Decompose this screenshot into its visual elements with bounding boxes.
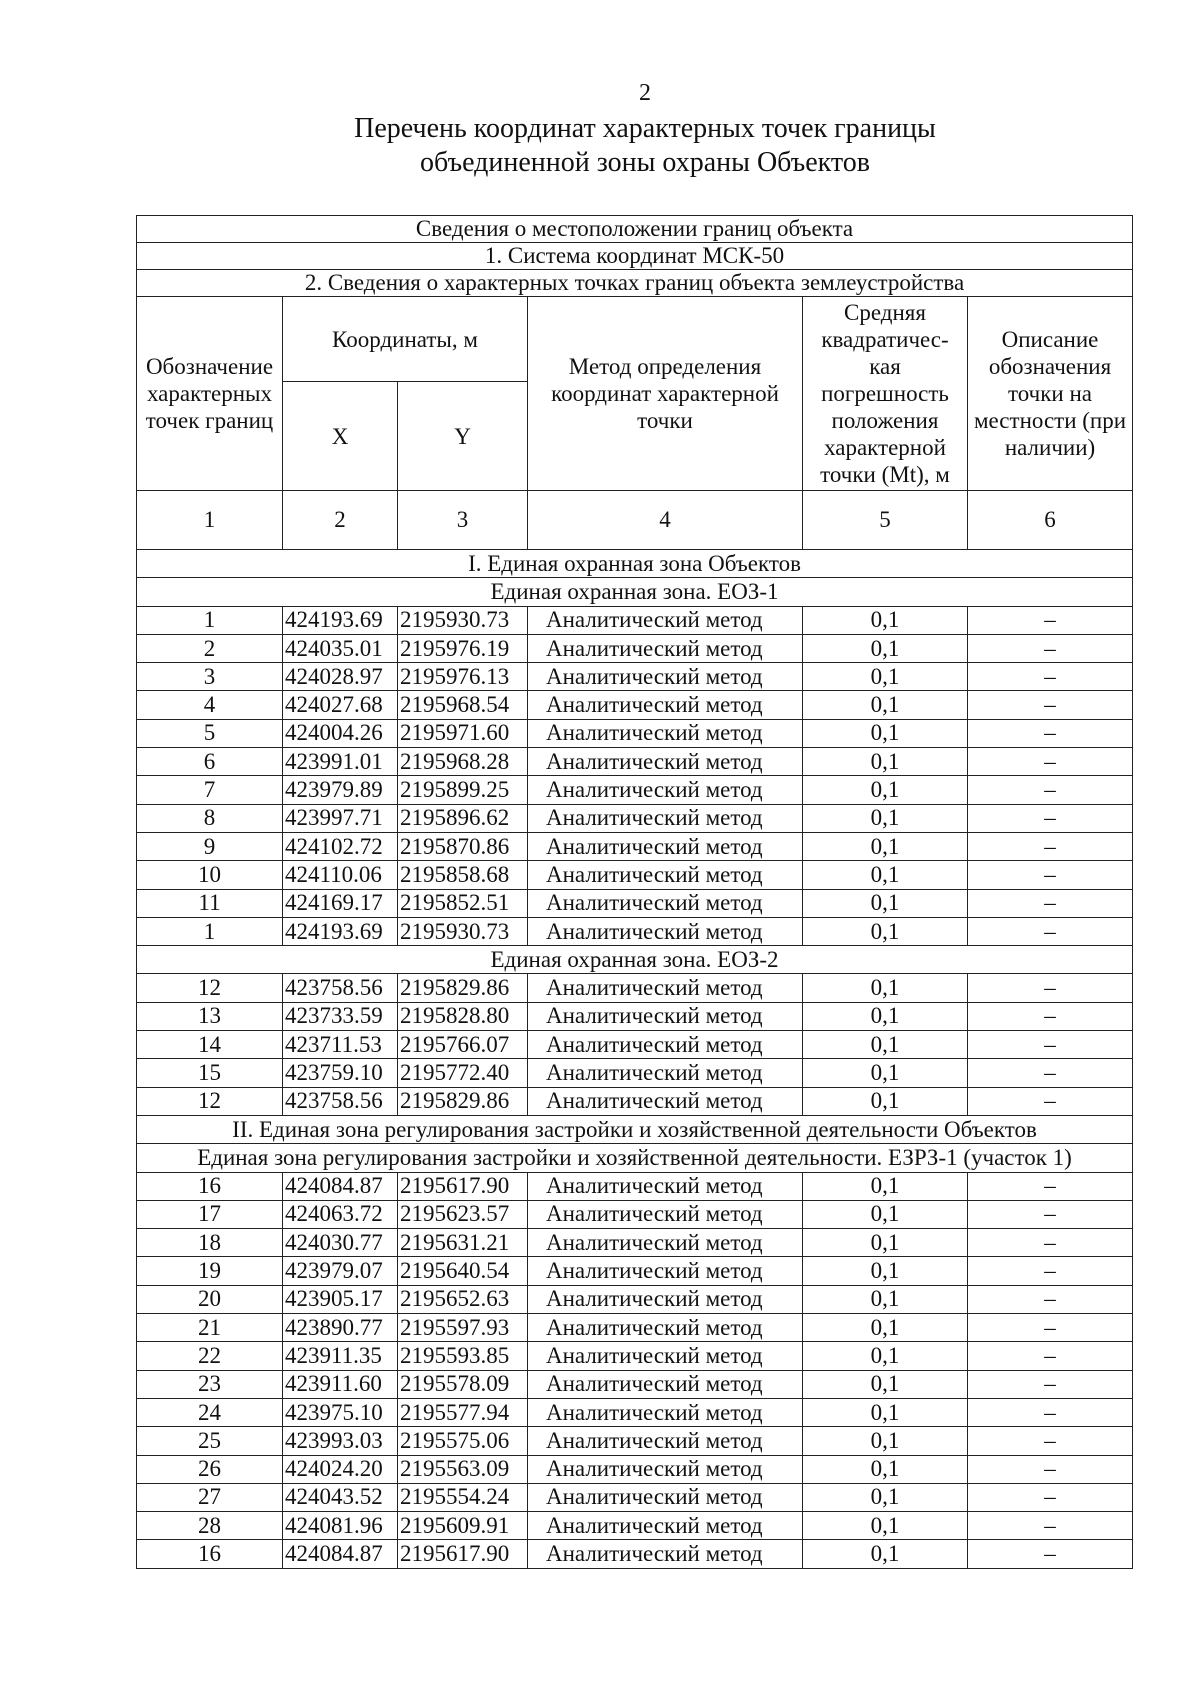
method-cell: Аналитический метод <box>528 663 803 691</box>
table-row <box>137 1059 1133 1087</box>
table-row <box>137 1540 1133 1568</box>
table-row <box>137 776 1133 804</box>
error-cell: 0,1 <box>803 1285 968 1313</box>
description-cell: – <box>968 1200 1133 1228</box>
error-cell: 0,1 <box>803 1342 968 1370</box>
point-number-cell: 3 <box>137 663 283 691</box>
subsection-title: Единая охранная зона. ЕОЗ-1 <box>137 578 1133 606</box>
point-number-cell: 20 <box>137 1285 283 1313</box>
table-row <box>137 1483 1133 1511</box>
x-coordinate-cell: 424102.72 <box>283 832 398 860</box>
column-number: 3 <box>398 491 528 550</box>
header-x: X <box>283 382 398 491</box>
method-cell: Аналитический метод <box>528 1172 803 1200</box>
table-row <box>137 1229 1133 1257</box>
error-cell: 0,1 <box>803 634 968 662</box>
subsection-row <box>137 578 1133 606</box>
x-coordinate-cell: 423905.17 <box>283 1285 398 1313</box>
error-cell: 0,1 <box>803 776 968 804</box>
table-row <box>137 719 1133 747</box>
table-row <box>137 1031 1133 1059</box>
x-coordinate-cell: 424063.72 <box>283 1200 398 1228</box>
method-cell: Аналитический метод <box>528 1455 803 1483</box>
description-cell: – <box>968 1229 1133 1257</box>
x-coordinate-cell: 423911.60 <box>283 1370 398 1398</box>
description-cell: – <box>968 804 1133 832</box>
table-row <box>137 861 1133 889</box>
method-cell: Аналитический метод <box>528 606 803 634</box>
header-description: Описание обозначения точки на местности (при наличии) <box>968 297 1133 491</box>
x-coordinate-cell: 424024.20 <box>283 1455 398 1483</box>
table-row <box>137 1342 1133 1370</box>
point-number-cell: 12 <box>137 974 283 1002</box>
x-coordinate-cell: 423758.56 <box>283 1087 398 1115</box>
description-cell: – <box>968 1031 1133 1059</box>
section-title: I. Единая охранная зона Объектов <box>137 550 1133 578</box>
table-row <box>137 1087 1133 1115</box>
point-number-cell: 2 <box>137 634 283 662</box>
description-cell: – <box>968 1172 1133 1200</box>
error-cell: 0,1 <box>803 1257 968 1285</box>
y-coordinate-cell: 2195554.24 <box>398 1483 528 1511</box>
description-cell: – <box>968 719 1133 747</box>
point-number-cell: 16 <box>137 1172 283 1200</box>
method-cell: Аналитический метод <box>528 1031 803 1059</box>
y-coordinate-cell: 2195575.06 <box>398 1427 528 1455</box>
header-error: Средняя квадратичес-кая погрешность положения характерной точки (Mt), м <box>803 297 968 491</box>
method-cell: Аналитический метод <box>528 748 803 776</box>
point-number-cell: 25 <box>137 1427 283 1455</box>
subsection-row <box>137 1144 1133 1172</box>
x-coordinate-cell: 423890.77 <box>283 1314 398 1342</box>
method-cell: Аналитический метод <box>528 832 803 860</box>
point-number-cell: 19 <box>137 1257 283 1285</box>
y-coordinate-cell: 2195852.51 <box>398 889 528 917</box>
method-cell: Аналитический метод <box>528 691 803 719</box>
method-cell: Аналитический метод <box>528 889 803 917</box>
point-number-cell: 9 <box>137 832 283 860</box>
error-cell: 0,1 <box>803 1002 968 1030</box>
x-coordinate-cell: 424110.06 <box>283 861 398 889</box>
method-cell: Аналитический метод <box>528 719 803 747</box>
method-cell: Аналитический метод <box>528 1285 803 1313</box>
method-cell: Аналитический метод <box>528 1483 803 1511</box>
point-number-cell: 16 <box>137 1540 283 1568</box>
point-number-cell: 4 <box>137 691 283 719</box>
method-cell: Аналитический метод <box>528 1200 803 1228</box>
error-cell: 0,1 <box>803 1059 968 1087</box>
table-row <box>137 889 1133 917</box>
error-cell: 0,1 <box>803 1455 968 1483</box>
error-cell: 0,1 <box>803 1427 968 1455</box>
point-number-cell: 14 <box>137 1031 283 1059</box>
description-cell: – <box>968 1483 1133 1511</box>
error-cell: 0,1 <box>803 1087 968 1115</box>
description-cell: – <box>968 1427 1133 1455</box>
y-coordinate-cell: 2195899.25 <box>398 776 528 804</box>
description-cell: – <box>968 1370 1133 1398</box>
method-cell: Аналитический метод <box>528 861 803 889</box>
description-cell: – <box>968 889 1133 917</box>
description-cell: – <box>968 861 1133 889</box>
error-cell: 0,1 <box>803 861 968 889</box>
table-row <box>137 1200 1133 1228</box>
method-cell: Аналитический метод <box>528 1257 803 1285</box>
point-number-cell: 22 <box>137 1342 283 1370</box>
page-number: 2 <box>639 80 651 106</box>
y-coordinate-cell: 2195766.07 <box>398 1031 528 1059</box>
error-cell: 0,1 <box>803 1540 968 1568</box>
error-cell: 0,1 <box>803 974 968 1002</box>
y-coordinate-cell: 2195578.09 <box>398 1370 528 1398</box>
column-number: 1 <box>137 491 283 550</box>
x-coordinate-cell: 424028.97 <box>283 663 398 691</box>
table-row <box>137 1370 1133 1398</box>
column-number: 2 <box>283 491 398 550</box>
description-cell: – <box>968 1512 1133 1540</box>
method-cell: Аналитический метод <box>528 917 803 945</box>
method-cell: Аналитический метод <box>528 1342 803 1370</box>
y-coordinate-cell: 2195858.68 <box>398 861 528 889</box>
x-coordinate-cell: 424081.96 <box>283 1512 398 1540</box>
point-number-cell: 1 <box>137 606 283 634</box>
point-number-cell: 7 <box>137 776 283 804</box>
description-cell: – <box>968 1540 1133 1568</box>
description-cell: – <box>968 1059 1133 1087</box>
x-coordinate-cell: 423997.71 <box>283 804 398 832</box>
header-method: Метод определения координат характерной точки <box>528 297 803 491</box>
point-number-cell: 10 <box>137 861 283 889</box>
coordinates-table <box>136 215 1133 1569</box>
method-cell: Аналитический метод <box>528 1370 803 1398</box>
x-coordinate-cell: 423975.10 <box>283 1398 398 1426</box>
y-coordinate-cell: 2195617.90 <box>398 1172 528 1200</box>
description-cell: – <box>968 1002 1133 1030</box>
method-cell: Аналитический метод <box>528 1427 803 1455</box>
method-cell: Аналитический метод <box>528 1002 803 1030</box>
header-location: Сведения о местоположении границ объекта <box>137 216 1133 243</box>
error-cell: 0,1 <box>803 889 968 917</box>
title-line-2: объединенной зоны охраны Объектов <box>420 147 870 178</box>
table-row <box>137 634 1133 662</box>
header-points-info: 2. Сведения о характерных точках границ объекта землеустройства <box>137 270 1133 297</box>
column-number: 5 <box>803 491 968 550</box>
error-cell: 0,1 <box>803 1229 968 1257</box>
x-coordinate-cell: 424030.77 <box>283 1229 398 1257</box>
y-coordinate-cell: 2195617.90 <box>398 1540 528 1568</box>
error-cell: 0,1 <box>803 804 968 832</box>
y-coordinate-cell: 2195631.21 <box>398 1229 528 1257</box>
table-row <box>137 1427 1133 1455</box>
table-row <box>137 1512 1133 1540</box>
point-number-cell: 13 <box>137 1002 283 1030</box>
table-row <box>137 1398 1133 1426</box>
point-number-cell: 8 <box>137 804 283 832</box>
description-cell: – <box>968 691 1133 719</box>
x-coordinate-cell: 423991.01 <box>283 748 398 776</box>
table-row <box>137 1455 1133 1483</box>
description-cell: – <box>968 663 1133 691</box>
column-number: 6 <box>968 491 1133 550</box>
method-cell: Аналитический метод <box>528 1059 803 1087</box>
y-coordinate-cell: 2195772.40 <box>398 1059 528 1087</box>
y-coordinate-cell: 2195623.57 <box>398 1200 528 1228</box>
y-coordinate-cell: 2195609.91 <box>398 1512 528 1540</box>
x-coordinate-cell: 424193.69 <box>283 606 398 634</box>
section-row <box>137 1115 1133 1143</box>
y-coordinate-cell: 2195896.62 <box>398 804 528 832</box>
point-number-cell: 26 <box>137 1455 283 1483</box>
y-coordinate-cell: 2195652.63 <box>398 1285 528 1313</box>
error-cell: 0,1 <box>803 1172 968 1200</box>
x-coordinate-cell: 424035.01 <box>283 634 398 662</box>
table-row <box>137 1285 1133 1313</box>
x-coordinate-cell: 424169.17 <box>283 889 398 917</box>
description-cell: – <box>968 832 1133 860</box>
point-number-cell: 17 <box>137 1200 283 1228</box>
y-coordinate-cell: 2195829.86 <box>398 974 528 1002</box>
table-row <box>137 917 1133 945</box>
description-cell: – <box>968 1087 1133 1115</box>
y-coordinate-cell: 2195930.73 <box>398 606 528 634</box>
point-number-cell: 18 <box>137 1229 283 1257</box>
x-coordinate-cell: 424027.68 <box>283 691 398 719</box>
y-coordinate-cell: 2195829.86 <box>398 1087 528 1115</box>
table-row <box>137 1002 1133 1030</box>
method-cell: Аналитический метод <box>528 1398 803 1426</box>
point-number-cell: 28 <box>137 1512 283 1540</box>
title-line-1: Перечень координат характерных точек границы <box>354 113 936 144</box>
method-cell: Аналитический метод <box>528 1314 803 1342</box>
x-coordinate-cell: 423711.53 <box>283 1031 398 1059</box>
description-cell: – <box>968 748 1133 776</box>
x-coordinate-cell: 423911.35 <box>283 1342 398 1370</box>
x-coordinate-cell: 423759.10 <box>283 1059 398 1087</box>
error-cell: 0,1 <box>803 1031 968 1059</box>
x-coordinate-cell: 423758.56 <box>283 974 398 1002</box>
point-number-cell: 12 <box>137 1087 283 1115</box>
point-number-cell: 24 <box>137 1398 283 1426</box>
y-coordinate-cell: 2195640.54 <box>398 1257 528 1285</box>
method-cell: Аналитический метод <box>528 776 803 804</box>
header-coord-system: 1. Система координат МСК-50 <box>137 243 1133 270</box>
table-row <box>137 606 1133 634</box>
method-cell: Аналитический метод <box>528 1087 803 1115</box>
y-coordinate-cell: 2195870.86 <box>398 832 528 860</box>
point-number-cell: 15 <box>137 1059 283 1087</box>
description-cell: – <box>968 1342 1133 1370</box>
method-cell: Аналитический метод <box>528 974 803 1002</box>
description-cell: – <box>968 917 1133 945</box>
header-y: Y <box>398 382 528 491</box>
error-cell: 0,1 <box>803 1314 968 1342</box>
description-cell: – <box>968 1455 1133 1483</box>
point-number-cell: 27 <box>137 1483 283 1511</box>
description-cell: – <box>968 1257 1133 1285</box>
x-coordinate-cell: 423979.89 <box>283 776 398 804</box>
method-cell: Аналитический метод <box>528 634 803 662</box>
table-row <box>137 1172 1133 1200</box>
x-coordinate-cell: 424084.87 <box>283 1172 398 1200</box>
x-coordinate-cell: 423993.03 <box>283 1427 398 1455</box>
method-cell: Аналитический метод <box>528 804 803 832</box>
point-number-cell: 5 <box>137 719 283 747</box>
point-number-cell: 21 <box>137 1314 283 1342</box>
error-cell: 0,1 <box>803 1200 968 1228</box>
error-cell: 0,1 <box>803 606 968 634</box>
header-coordinates: Координаты, м <box>283 297 528 382</box>
table-row <box>137 748 1133 776</box>
y-coordinate-cell: 2195597.93 <box>398 1314 528 1342</box>
description-cell: – <box>968 1285 1133 1313</box>
table-row <box>137 1314 1133 1342</box>
y-coordinate-cell: 2195593.85 <box>398 1342 528 1370</box>
subsection-row <box>137 946 1133 974</box>
y-coordinate-cell: 2195976.13 <box>398 663 528 691</box>
y-coordinate-cell: 2195971.60 <box>398 719 528 747</box>
error-cell: 0,1 <box>803 1398 968 1426</box>
section-title: II. Единая зона регулирования застройки и хозяйственной деятельности Объектов <box>137 1115 1133 1143</box>
y-coordinate-cell: 2195968.28 <box>398 748 528 776</box>
table-row <box>137 974 1133 1002</box>
table-row <box>137 663 1133 691</box>
description-cell: – <box>968 974 1133 1002</box>
description-cell: – <box>968 776 1133 804</box>
section-row <box>137 550 1133 578</box>
subsection-title: Единая охранная зона. ЕОЗ-2 <box>137 946 1133 974</box>
x-coordinate-cell: 424043.52 <box>283 1483 398 1511</box>
y-coordinate-cell: 2195968.54 <box>398 691 528 719</box>
table-body <box>137 550 1133 1569</box>
y-coordinate-cell: 2195563.09 <box>398 1455 528 1483</box>
error-cell: 0,1 <box>803 1370 968 1398</box>
error-cell: 0,1 <box>803 1483 968 1511</box>
error-cell: 0,1 <box>803 719 968 747</box>
description-cell: – <box>968 1398 1133 1426</box>
point-number-cell: 11 <box>137 889 283 917</box>
table-row <box>137 832 1133 860</box>
method-cell: Аналитический метод <box>528 1512 803 1540</box>
subsection-title: Единая зона регулирования застройки и хозяйственной деятельности. ЕЗРЗ-1 (участок 1) <box>137 1144 1133 1172</box>
error-cell: 0,1 <box>803 1512 968 1540</box>
description-cell: – <box>968 606 1133 634</box>
y-coordinate-cell: 2195828.80 <box>398 1002 528 1030</box>
error-cell: 0,1 <box>803 832 968 860</box>
point-number-cell: 23 <box>137 1370 283 1398</box>
y-coordinate-cell: 2195930.73 <box>398 917 528 945</box>
error-cell: 0,1 <box>803 917 968 945</box>
x-coordinate-cell: 423733.59 <box>283 1002 398 1030</box>
header-point-designation: Обозначение характерных точек границ <box>137 297 283 491</box>
x-coordinate-cell: 423979.07 <box>283 1257 398 1285</box>
y-coordinate-cell: 2195577.94 <box>398 1398 528 1426</box>
method-cell: Аналитический метод <box>528 1540 803 1568</box>
method-cell: Аналитический метод <box>528 1229 803 1257</box>
column-number: 4 <box>528 491 803 550</box>
description-cell: – <box>968 1314 1133 1342</box>
x-coordinate-cell: 424084.87 <box>283 1540 398 1568</box>
point-number-cell: 6 <box>137 748 283 776</box>
error-cell: 0,1 <box>803 691 968 719</box>
page-title <box>0 112 1200 180</box>
table-row <box>137 1257 1133 1285</box>
description-cell: – <box>968 634 1133 662</box>
error-cell: 0,1 <box>803 663 968 691</box>
point-number-cell: 1 <box>137 917 283 945</box>
y-coordinate-cell: 2195976.19 <box>398 634 528 662</box>
table-row <box>137 804 1133 832</box>
table-row <box>137 691 1133 719</box>
x-coordinate-cell: 424004.26 <box>283 719 398 747</box>
error-cell: 0,1 <box>803 748 968 776</box>
x-coordinate-cell: 424193.69 <box>283 917 398 945</box>
